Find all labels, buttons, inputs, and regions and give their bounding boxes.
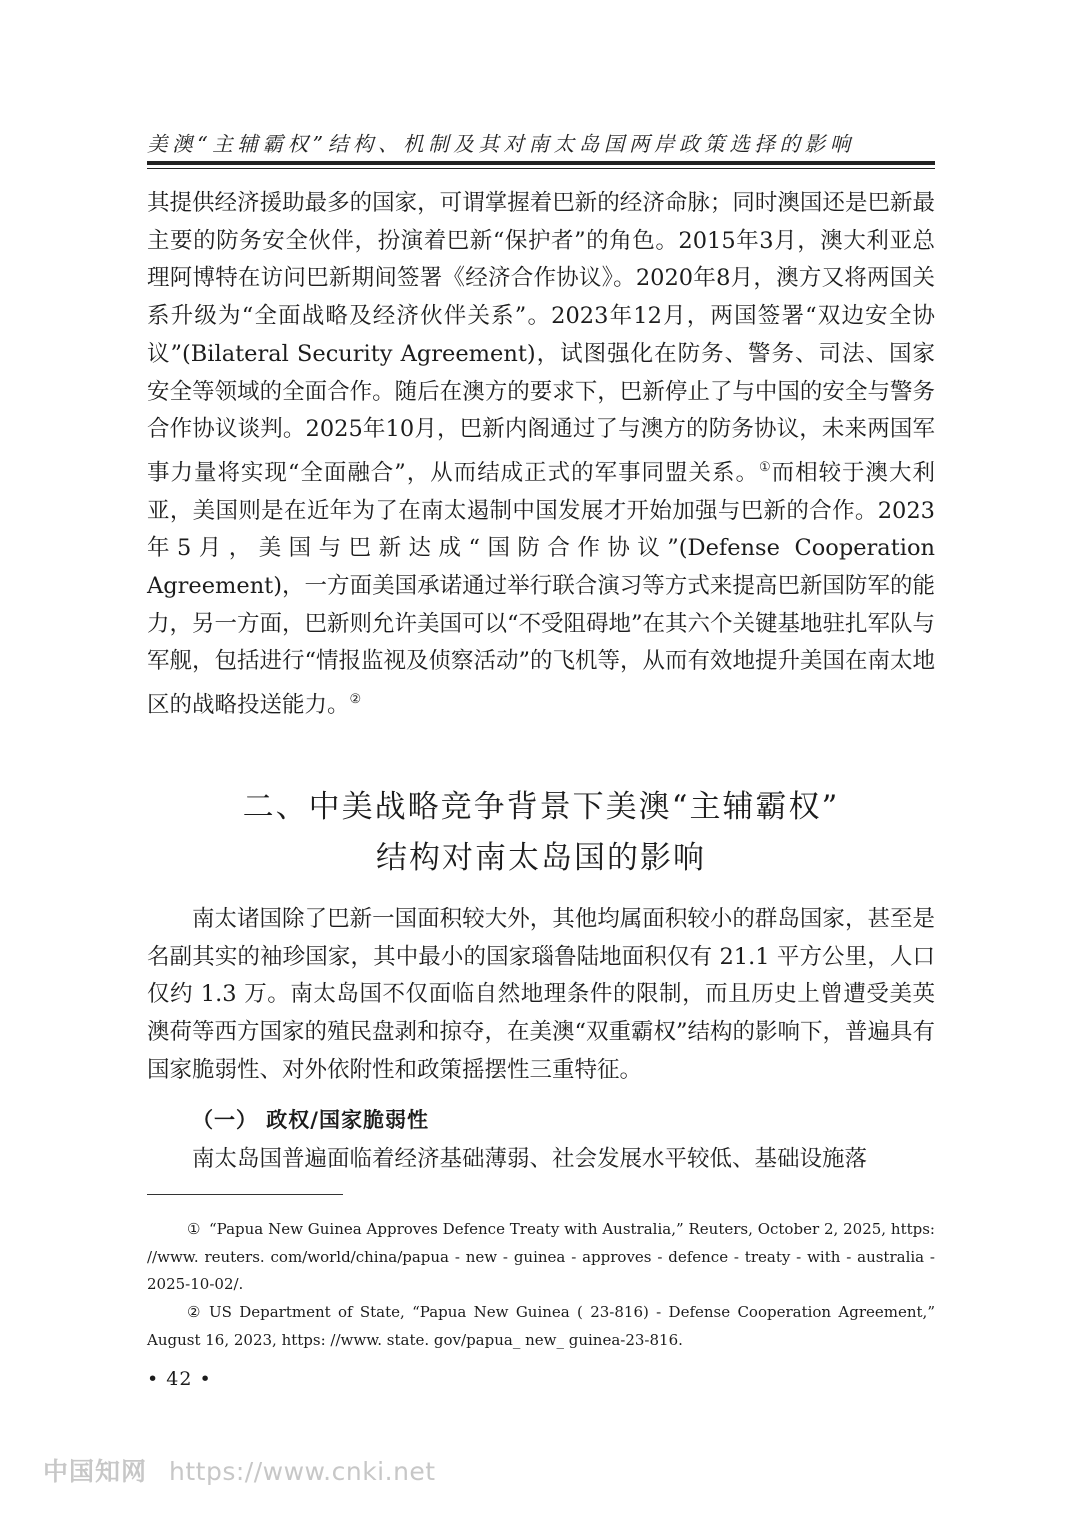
body-paragraph-1 [147,185,935,725]
cnki-watermark [43,1452,436,1488]
footnote-ref-1[interactable]: ① [758,459,772,475]
header-rule-thin [147,168,935,169]
footnote-2 [147,1299,935,1354]
footnote-2-text: US Department of State, “Papua New Guinea ( 23-816) - Defense Cooperation Agreement,” August 16, 2023, https: //www. state. gov/papua_ new_ guinea-23-816. [147,1303,935,1349]
para1-text-b: 而相较于澳大利亚，美国则是在近年为了在南太遏制中国发展才开始加强与巴新的合作。2023年5月，美国与巴新达成“国防合作协议”(Defense Cooperation Agreement)，一方面美国承诺通过举行联合演习等方式来提高巴新国防军的能力，另一方面，巴新则允许美国可以“不受阻碍地”在其六个关键基地驻扎军队与军舰，包括进行“情报监视及侦察活动”的飞机等，从而有效地提升美国在南太地区的战略投送能力。 [147,459,936,719]
body-paragraph-3: 南太岛国普遍面临着经济基础薄弱、社会发展水平较低、基础设施落 [192,1146,868,1172]
footnote-1 [147,1216,935,1299]
watermark-brand: 中国知网 [43,1457,148,1486]
running-header: 美澳“主辅霸权”结构、机制及其对南太岛国两岸政策选择的影响 [147,132,855,156]
watermark-url: https://www.cnki.net [169,1457,436,1486]
footnote-1-text: “Papua New Guinea Approves Defence Treaty with Australia,” Reuters, October 2, 2025, https: //www. reuters. com/world/china/papua - new - guinea - approves - defence - treaty - with - australia - 2025-10-02/. [147,1220,935,1293]
section-title-line-1: 二、中美战略竞争背景下美澳“主辅霸权” [242,789,840,825]
footnote-separator [147,1194,343,1195]
footnote-1-mark: ① [187,1220,201,1238]
subsection-title: （一） 政权/国家脆弱性 [192,1108,429,1132]
footnote-2-mark: ② [187,1303,201,1321]
body-paragraph-2: 南太诸国除了巴新一国面积较大外，其他均属面积较小的群岛国家，甚至是名副其实的袖珍国家，其中最小的国家瑙鲁陆地面积仅有 21.1 平方公里，人口仅约 1.3 万。南太岛国不仅面临自然地理条件的限制，而且历史上曾遭受美英澳荷等西方国家的殖民盘剥和掠夺，在美澳“双重霸权”结构的影响下，普遍具有国家脆弱性、对外依附性和政策摇摆性三重特征。 [147,906,936,1083]
footnote-ref-2[interactable]: ② [349,692,362,708]
section-title-line-2: 结构对南太岛国的影响 [376,840,706,876]
header-rule-thick [147,161,935,165]
page-number: • 42 • [147,1368,212,1390]
para1-text-a: 其提供经济援助最多的国家，可谓掌握着巴新的经济命脉；同时澳国还是巴新最主要的防务安全伙伴，扮演着巴新“保护者”的角色。2015年3月，澳大利亚总理阿博特在访问巴新期间签署《经济合作协议》。2020年8月，澳方又将两国关系升级为“全面战略及经济伙伴关系”。2023年12月，两国签署“双边安全协议”(Bilateral Security Agreement)，试图强化在防务、警务、司法、国家安全等领域的全面合作。随后在澳方的要求下，巴新停止了与中国的安全与警务合作协议谈判。2025年10月，巴新内阁通过了与澳方的防务协议，未来两国军事力量将实现“全面融合”，从而结成正式的军事同盟关系。 [147,190,935,486]
